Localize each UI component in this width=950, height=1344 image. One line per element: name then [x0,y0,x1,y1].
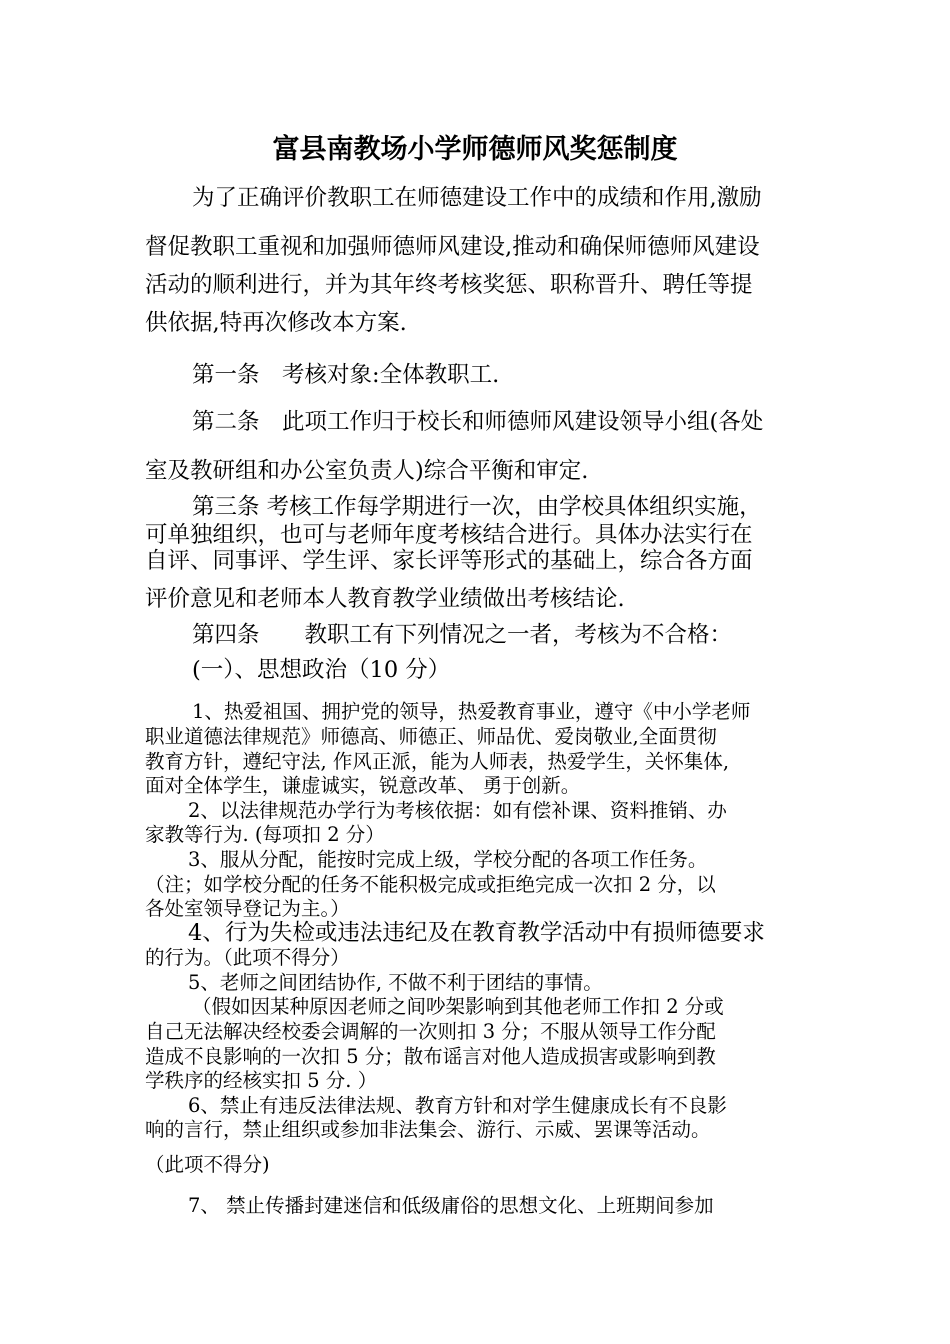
item-line: 学秩序的经核实扣 5 分. ） [145,1069,378,1092]
article-2-line: 第二条 此项工作归于校长和师德师风建设领导小组(各处 [192,409,764,435]
item-line: 家教等行为. (每项扣 2 分） [145,823,385,846]
item-line: 职业道德法律规范》师德高、师德正、师品优、爱岗敬业,全面贯彻 [145,725,717,748]
article-3-line: 可单独组织，也可与老师年度考核结合进行。具体办法实行在 [145,522,753,548]
intro-line: 督促教职工重视和加强师德师风建设,推动和确保师德师风建设 [145,234,760,260]
item-line: 自己无法解决经校委会调解的一次则扣 3 分；不服从领导工作分配 [145,1020,716,1043]
item-line: （此项不得分) [145,1153,270,1176]
article-1: 第一条 考核对象:全体教职工. [192,362,500,388]
item-line: 7、 禁止传播封建迷信和低级庸俗的思想文化、上班期间参加 [188,1194,714,1217]
item-line: （假如因某种原因老师之间吵架影响到其他老师工作扣 2 分或 [192,995,724,1018]
item-line: 2、以法律规范办学行为考核依据：如有偿补课、资料推销、办 [188,799,727,822]
page-title: 富县南教场小学师德师风奖惩制度 [272,134,678,165]
item-line: 6、禁止有违反法律法规、教育方针和对学生健康成长有不良影 [188,1094,727,1117]
section-heading: (一）、思想政治（10 分） [192,657,451,683]
item-line: 面对全体学生，谦虚诚实，锐意改革、 勇于创新。 [145,774,581,797]
article-3-line: 第三条 考核工作每学期进行一次，由学校具体组织实施， [192,494,762,520]
article-3-line: 自评、同事评、学生评、家长评等形式的基础上，综合各方面 [145,548,753,574]
item-line: 的行为。（此项不得分） [145,946,350,969]
article-3-line: 评价意见和老师本人教育教学业绩做出考核结论. [145,586,625,612]
item-line: 3、服从分配，能按时完成上级，学校分配的各项工作任务。 [188,848,708,871]
item-line: 造成不良影响的一次扣 5 分；散布谣言对他人造成损害或影响到教 [145,1045,716,1068]
item-line: 5、老师之间团结协作, 不做不利于团结的事情。 [188,971,603,994]
item-line: 1、热爱祖国、拥护党的领导，热爱教育事业，遵守《中小学老师 [192,700,751,723]
intro-line: 活动的顺利进行，并为其年终考核奖惩、职称晋升、聘任等提 [145,272,753,298]
intro-line: 为了正确评价教职工在师德建设工作中的成绩和作用,激励 [192,185,762,211]
article-2-line: 室及教研组和办公室负责人)综合平衡和审定. [145,458,589,484]
article-4: 第四条 教职工有下列情况之一者，考核为不合格： [192,622,733,648]
item-line: 各处室领导登记为主。） [145,897,350,920]
item-line: 响的言行，禁止组织或参加非法集会、游行、示威、罢课等活动。 [145,1118,711,1141]
item-line: 4、行为失检或违法违纪及在教育教学活动中有损师德要求 [188,920,765,946]
item-line: 教育方针，遵纪守法, 作风正派，能为人师表，热爱学生，关怀集体, [145,750,730,773]
intro-line: 供依据,特再次修改本方案. [145,310,407,336]
item-line: （注；如学校分配的任务不能积极完成或拒绝完成一次扣 2 分，以 [145,873,716,896]
